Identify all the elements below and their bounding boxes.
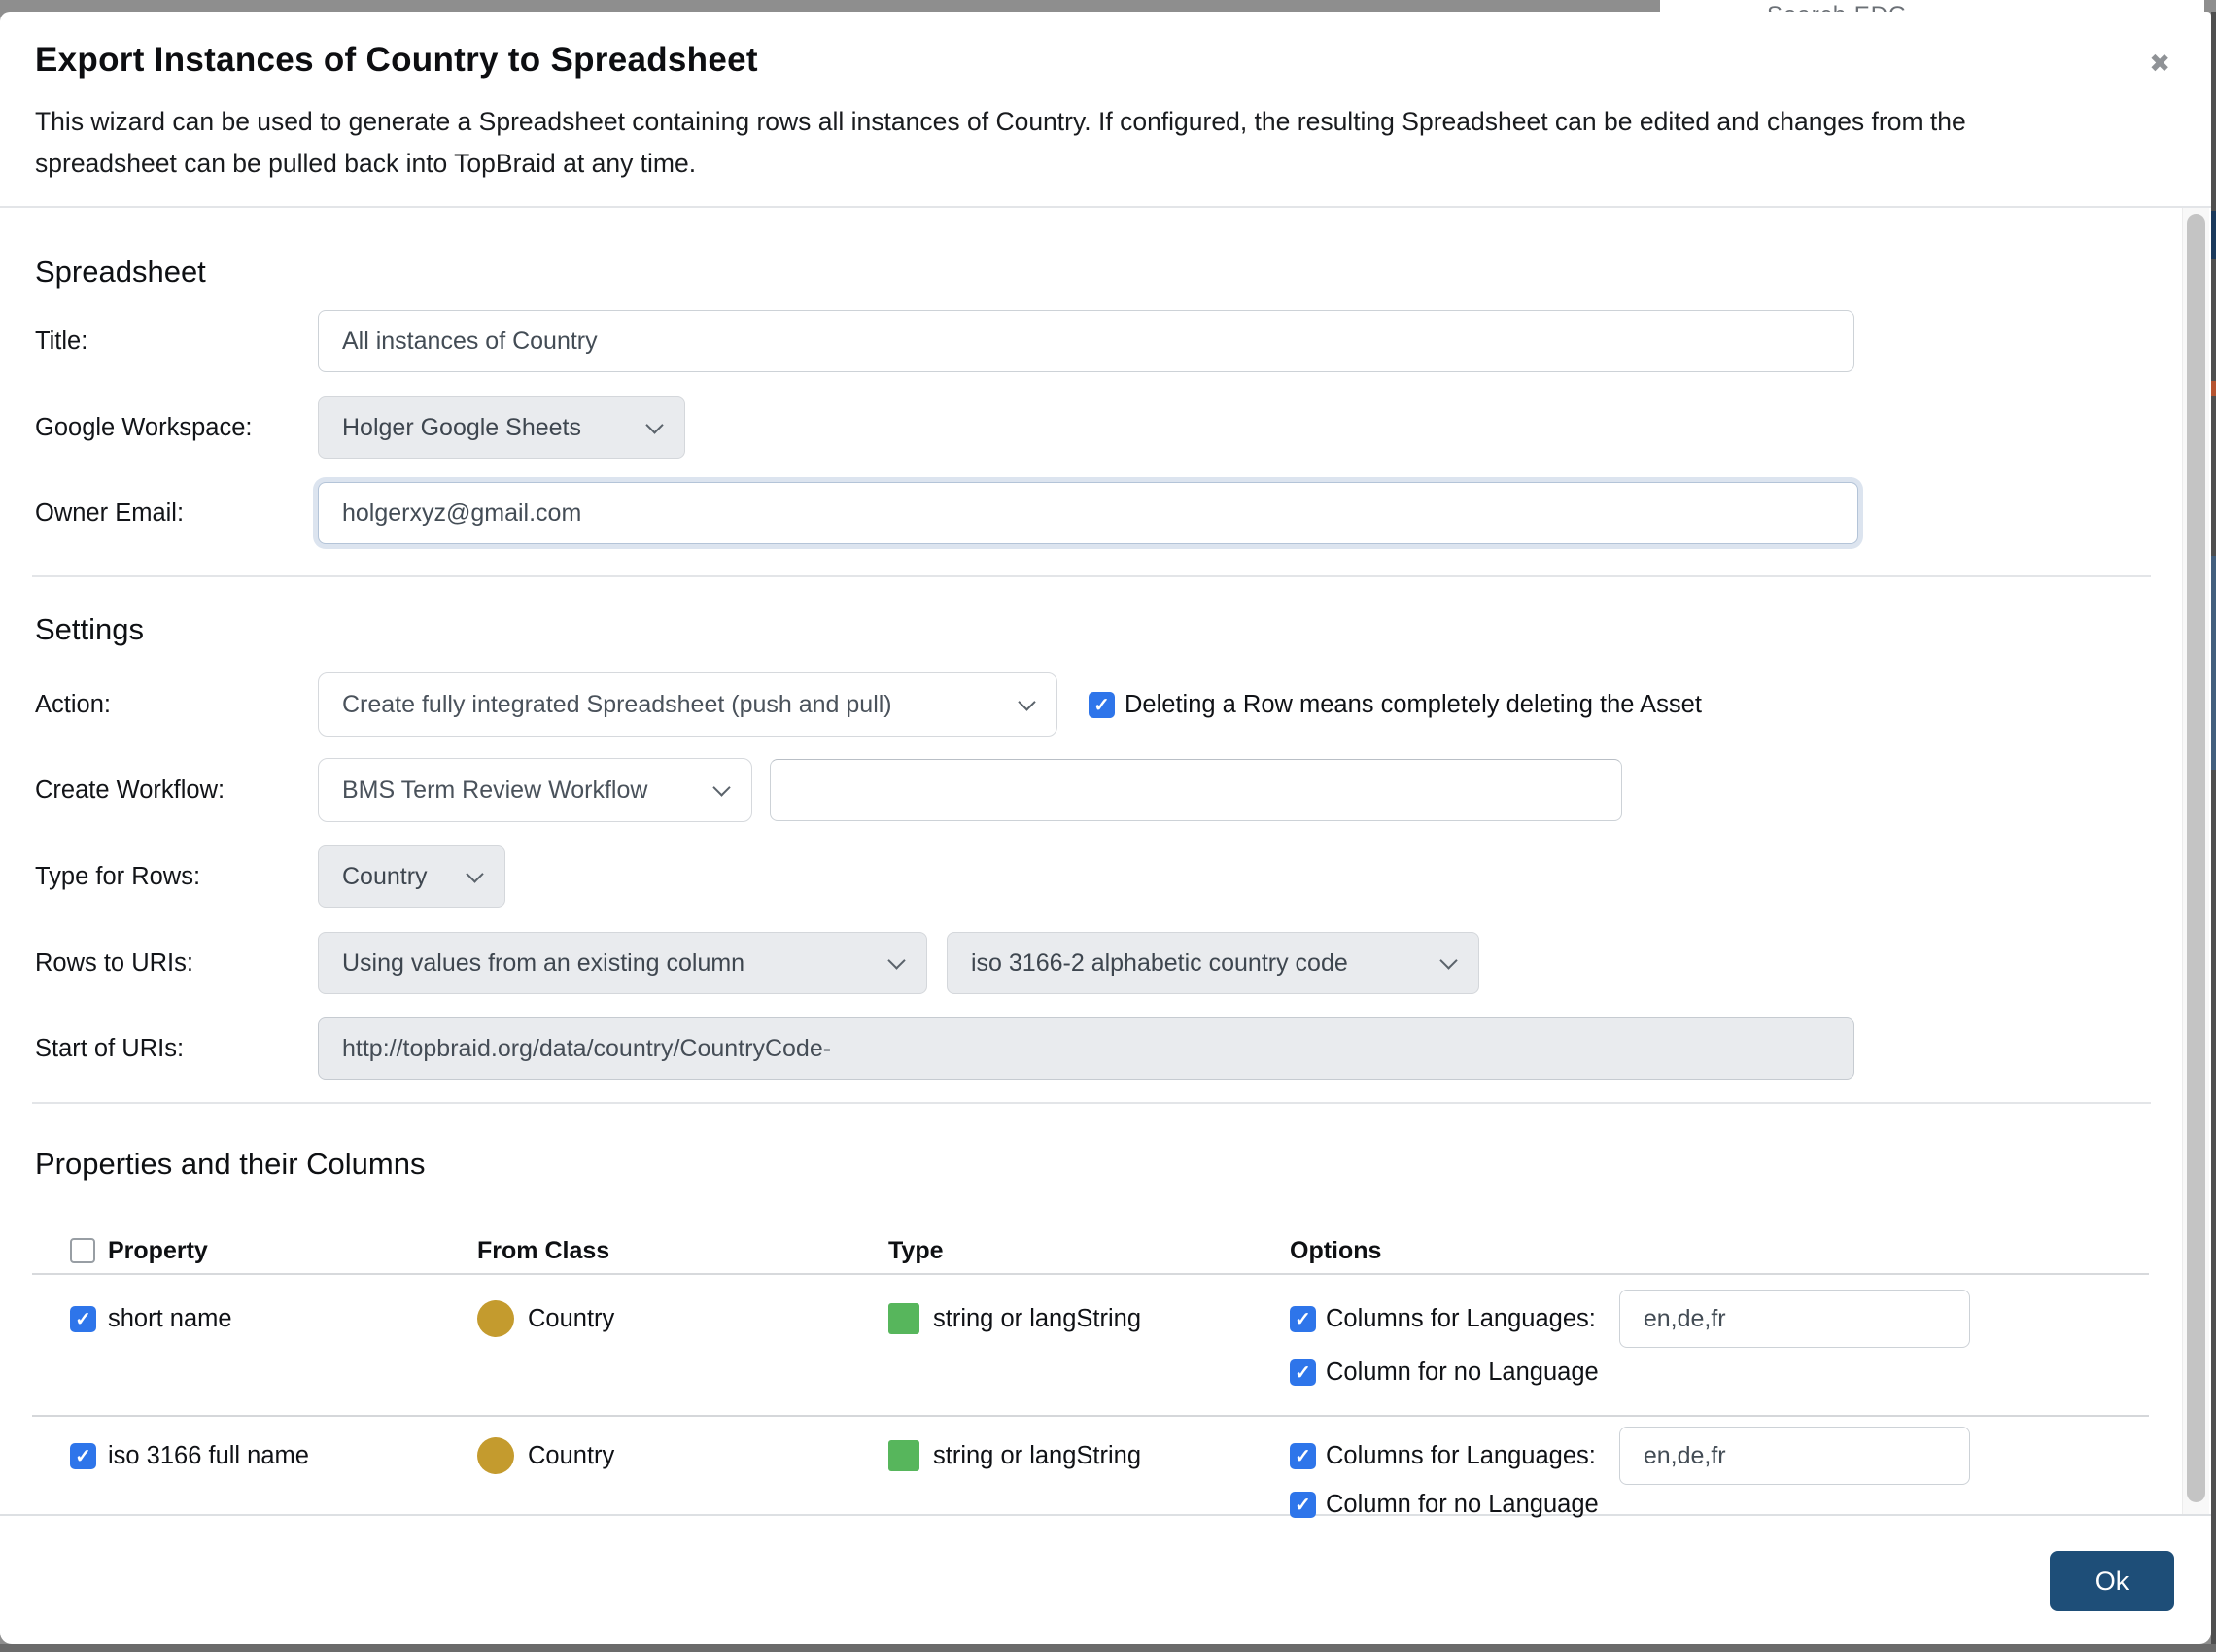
uri-column-select[interactable] bbox=[947, 932, 1479, 994]
table-row-divider bbox=[32, 1415, 2149, 1417]
form-row-action bbox=[35, 672, 2143, 737]
delete-row-checkbox[interactable]: ✓ bbox=[1089, 692, 1115, 718]
table-row-short-name bbox=[35, 1289, 2143, 1417]
start-of-uris-label: Start of URIs: bbox=[35, 1034, 185, 1062]
type-name: string or langString bbox=[933, 1441, 1142, 1469]
form-row-type-for-rows bbox=[35, 844, 2143, 909]
languages-input[interactable] bbox=[1619, 1427, 1970, 1485]
from-class-name: Country bbox=[528, 1304, 615, 1332]
column-header-from-class: From Class bbox=[477, 1236, 610, 1264]
section-heading-properties: Properties and their Columns bbox=[35, 1147, 426, 1181]
columns-for-languages-option bbox=[1290, 1289, 1970, 1349]
workflow-name-input[interactable] bbox=[770, 759, 1622, 821]
form-row-title bbox=[35, 309, 2143, 373]
rows-to-uris-value: Using values from an existing column bbox=[342, 948, 745, 977]
form-row-rows-to-uris bbox=[35, 931, 2143, 995]
class-icon bbox=[477, 1300, 514, 1337]
chevron-down-icon bbox=[712, 778, 730, 796]
page-backdrop-right bbox=[2211, 12, 2216, 1644]
action-value: Create fully integrated Spreadsheet (push and pull) bbox=[342, 690, 892, 718]
properties-table-header bbox=[35, 1230, 2143, 1271]
section-divider bbox=[32, 1102, 2151, 1104]
scrollbar[interactable] bbox=[2182, 208, 2209, 1514]
no-language-checkbox[interactable]: ✓ bbox=[1290, 1359, 1316, 1386]
datatype-icon bbox=[888, 1303, 919, 1334]
rows-to-uris-select[interactable] bbox=[318, 932, 927, 994]
form-row-google-workspace bbox=[35, 396, 2143, 460]
delete-row-checkbox-label: Deleting a Row means completely deleting the Asset bbox=[1125, 690, 1702, 718]
title-input[interactable] bbox=[318, 310, 1854, 372]
ok-button[interactable]: Ok bbox=[2050, 1551, 2174, 1611]
backdrop-fragment bbox=[2211, 211, 2216, 259]
owner-email-label: Owner Email: bbox=[35, 499, 185, 527]
action-label: Action: bbox=[35, 690, 111, 718]
columns-for-languages-option bbox=[1290, 1430, 1970, 1481]
google-workspace-label: Google Workspace: bbox=[35, 413, 253, 441]
backdrop-fragment bbox=[2211, 556, 2216, 770]
section-heading-settings: Settings bbox=[35, 612, 145, 646]
description-line-2: spreadsheet can be pulled back into TopBraid at any time. bbox=[35, 149, 697, 178]
no-language-label: Column for no Language bbox=[1326, 1490, 1599, 1518]
page-backdrop-bottom bbox=[0, 1644, 2216, 1652]
languages-checkbox[interactable]: ✓ bbox=[1290, 1443, 1316, 1469]
chevron-down-icon bbox=[466, 865, 483, 882]
chevron-down-icon bbox=[1439, 951, 1457, 969]
create-workflow-select[interactable] bbox=[318, 758, 752, 822]
google-workspace-select[interactable] bbox=[318, 396, 685, 459]
select-all-checkbox[interactable] bbox=[70, 1238, 95, 1263]
no-language-label: Column for no Language bbox=[1326, 1358, 1599, 1386]
page-backdrop-top bbox=[0, 0, 2216, 12]
languages-checkbox[interactable]: ✓ bbox=[1290, 1306, 1316, 1332]
owner-email-input[interactable] bbox=[318, 482, 1858, 544]
table-header-divider bbox=[32, 1273, 2149, 1275]
column-header-type: Type bbox=[888, 1236, 944, 1264]
action-select[interactable] bbox=[318, 672, 1057, 737]
dialog-footer bbox=[0, 1516, 2211, 1644]
row-checkbox[interactable]: ✓ bbox=[70, 1306, 96, 1332]
rows-to-uris-label: Rows to URIs: bbox=[35, 948, 193, 977]
start-of-uris-input bbox=[318, 1017, 1854, 1080]
form-row-owner-email bbox=[35, 481, 2143, 545]
form-row-start-of-uris bbox=[35, 1016, 2143, 1081]
section-heading-spreadsheet: Spreadsheet bbox=[35, 255, 206, 289]
chevron-down-icon bbox=[887, 951, 905, 969]
from-class-name: Country bbox=[528, 1441, 615, 1469]
chevron-down-icon bbox=[645, 416, 663, 433]
type-for-rows-select[interactable] bbox=[318, 845, 505, 908]
form-row-create-workflow bbox=[35, 758, 2143, 822]
no-language-option bbox=[1290, 1351, 1970, 1394]
uri-column-value: iso 3166-2 alphabetic country code bbox=[971, 948, 1348, 977]
create-workflow-label: Create Workflow: bbox=[35, 775, 225, 804]
backdrop-fragment bbox=[2211, 381, 2216, 396]
type-for-rows-value: Country bbox=[342, 862, 428, 890]
type-for-rows-label: Type for Rows: bbox=[35, 862, 201, 890]
dialog-title: Export Instances of Country to Spreadsheet bbox=[35, 41, 758, 79]
close-icon[interactable]: ✖ bbox=[2149, 49, 2170, 78]
column-header-property: Property bbox=[108, 1236, 208, 1264]
class-icon bbox=[477, 1437, 514, 1474]
dialog-description bbox=[35, 101, 2153, 185]
type-name: string or langString bbox=[933, 1304, 1142, 1332]
property-name: short name bbox=[108, 1304, 232, 1332]
dialog-body bbox=[0, 206, 2211, 1516]
create-workflow-value: BMS Term Review Workflow bbox=[342, 775, 648, 804]
section-divider bbox=[32, 575, 2151, 577]
datatype-icon bbox=[888, 1440, 919, 1471]
property-name: iso 3166 full name bbox=[108, 1441, 309, 1469]
scrollbar-thumb[interactable] bbox=[2187, 214, 2205, 1502]
backdrop-search-peek bbox=[1660, 0, 2204, 12]
no-language-checkbox[interactable]: ✓ bbox=[1290, 1492, 1316, 1518]
delete-row-checkbox-group bbox=[1089, 691, 1702, 719]
column-header-options: Options bbox=[1290, 1236, 1382, 1264]
languages-label: Columns for Languages: bbox=[1326, 1441, 1596, 1469]
google-workspace-value: Holger Google Sheets bbox=[342, 413, 581, 441]
title-label: Title: bbox=[35, 327, 88, 355]
chevron-down-icon bbox=[1018, 693, 1035, 710]
row-checkbox[interactable]: ✓ bbox=[70, 1443, 96, 1469]
export-dialog bbox=[0, 12, 2211, 1644]
languages-label: Columns for Languages: bbox=[1326, 1304, 1596, 1332]
languages-input[interactable] bbox=[1619, 1290, 1970, 1348]
description-line-1: This wizard can be used to generate a Spreadsheet containing rows all instances of Country. If configured, the resulting Spreadsheet can be edited and changes from the bbox=[35, 107, 1966, 136]
dialog-header bbox=[0, 12, 2211, 185]
